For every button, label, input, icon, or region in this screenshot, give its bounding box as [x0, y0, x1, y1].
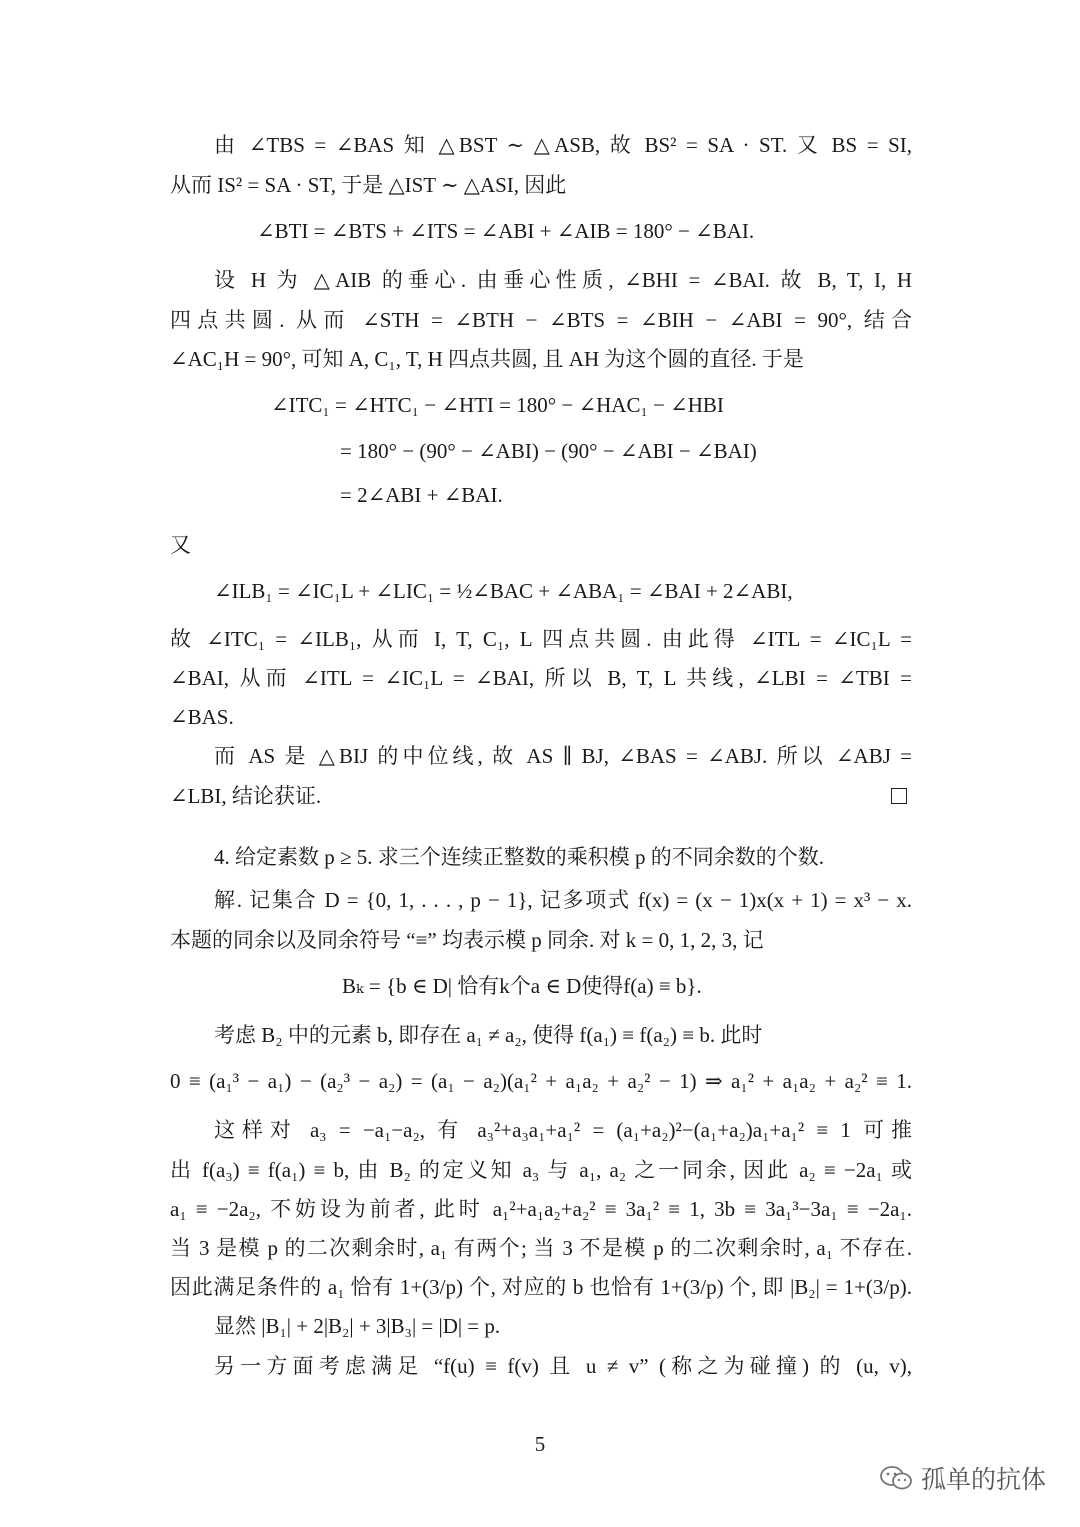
problem-statement: 4. 给定素数 p ≥ 5. 求三个连续正整数的乘积模 p 的不同余数的个数. — [214, 845, 825, 869]
watermark — [879, 1460, 1046, 1496]
text-line: ∠BAI, 从而 ∠ITL = ∠IC₁L = ∠BAI, 所以 B, T, L 共线, ∠LBI = ∠TBI = — [170, 666, 912, 690]
text-line: 另一方面考虑满足 “f(u) ≡ f(v) 且 u ≠ v” (称之为碰撞) 的 (u, v), — [214, 1354, 912, 1378]
text-line: ∠LBI, 结论获证. — [170, 784, 322, 808]
wechat-icon — [879, 1465, 913, 1491]
text-line: 考虑 B₂ 中的元素 b, 即存在 a₁ ≠ a₂, 使得 f(a₁) ≡ f(a₂) ≡ b. 此时 — [214, 1023, 763, 1047]
display-equation: = 180° − (90° − ∠ABI) − (90° − ∠ABI − ∠BAI) — [340, 439, 757, 463]
text-line: 从而 IS² = SA · ST, 于是 △IST ∼ △ASI, 因此 — [170, 173, 567, 197]
text-line: ∠AC₁H = 90°, 可知 A, C₁, T, H 四点共圆, 且 AH 为这个圆的直径. 于是 — [170, 347, 804, 371]
text-line: 故 ∠ITC₁ = ∠ILB₁, 从而 I, T, C₁, L 四点共圆. 由此得 ∠ITL = ∠IC₁L = — [170, 627, 912, 651]
text-line: 四点共圆. 从而 ∠STH = ∠BTH − ∠BTS = ∠BIH − ∠ABI = 90°, 结合 — [170, 308, 912, 332]
text-line: a₁ ≡ −2a₂, 不妨设为前者, 此时 a₁²+a₁a₂+a₂² ≡ 3a₁² ≡ 1, 3b ≡ 3a₁³−3a₁ ≡ −2a₁. — [170, 1197, 912, 1221]
text-line: 显然 |B₁| + 2|B₂| + 3|B₃| = |D| = p. — [214, 1314, 501, 1338]
qed-square-icon — [891, 788, 907, 804]
text-line: 本题的同余以及同余符号 “≡” 均表示模 p 同余. 对 k = 0, 1, 2, 3, 记 — [170, 928, 764, 952]
watermark-text: 孤单的抗体 — [920, 1465, 1046, 1494]
display-equation: ∠ITC₁ = ∠HTC₁ − ∠HTI = 180° − ∠HAC₁ − ∠HBI — [271, 393, 724, 417]
text-line: 而 AS 是 △BIJ 的中位线, 故 AS ∥ BJ, ∠BAS = ∠ABJ. 所以 ∠ABJ = — [214, 744, 912, 768]
text-line: 因此满足条件的 a₁ 恰有 1+(3/p) 个, 对应的 b 也恰有 1+(3/p) 个, 即 |B₂| = 1+(3/p). — [170, 1275, 912, 1299]
text-line: 出 f(a₃) ≡ f(a₁) ≡ b, 由 B₂ 的定义知 a₃ 与 a₁, a₂ 之一同余, 因此 a₂ ≡ −2a₁ 或 — [170, 1158, 912, 1182]
text-line: 由 ∠TBS = ∠BAS 知 △BST ∼ △ASB, 故 BS² = SA · ST. 又 BS = SI, — [214, 133, 912, 157]
text-line: ∠BAS. — [170, 705, 234, 729]
text-line: 当 3 是模 p 的二次剩余时, a₁ 有两个; 当 3 不是模 p 的二次剩余时, a₁ 不存在. — [170, 1236, 912, 1260]
display-equation: Bₖ = {b ∈ D| 恰有k个a ∈ D使得f(a) ≡ b}. — [342, 974, 702, 998]
text-line: 0 ≡ (a₁³ − a₁) − (a₂³ − a₂) = (a₁ − a₂)(a₁² + a₁a₂ + a₂² − 1) ⇒ a₁² + a₁a₂ + a₂² ≡ 1. — [170, 1069, 912, 1093]
text-line: 解. 记集合 D = {0, 1, . . . , p − 1}, 记多项式 f(x) = (x − 1)x(x + 1) = x³ − x. — [214, 888, 912, 912]
text-line: 设 H 为 △AIB 的垂心. 由垂心性质, ∠BHI = ∠BAI. 故 B, T, I, H — [214, 268, 912, 292]
display-equation: = 2∠ABI + ∠BAI. — [340, 483, 503, 507]
text-line: 这样对 a₃ = −a₁−a₂, 有 a₃²+a₃a₁+a₁² = (a₁+a₂)²−(a₁+a₂)a₁+a₁² ≡ 1 可推 — [214, 1118, 912, 1142]
page-number: 5 — [534, 1432, 546, 1456]
text-line: 又 — [170, 533, 191, 557]
display-equation: ∠ILB₁ = ∠IC₁L + ∠LIC₁ = ½∠BAC + ∠ABA₁ = ∠BAI + 2∠ABI, — [214, 579, 793, 603]
display-equation: ∠BTI = ∠BTS + ∠ITS = ∠ABI + ∠AIB = 180° − ∠BAI. — [257, 219, 755, 243]
